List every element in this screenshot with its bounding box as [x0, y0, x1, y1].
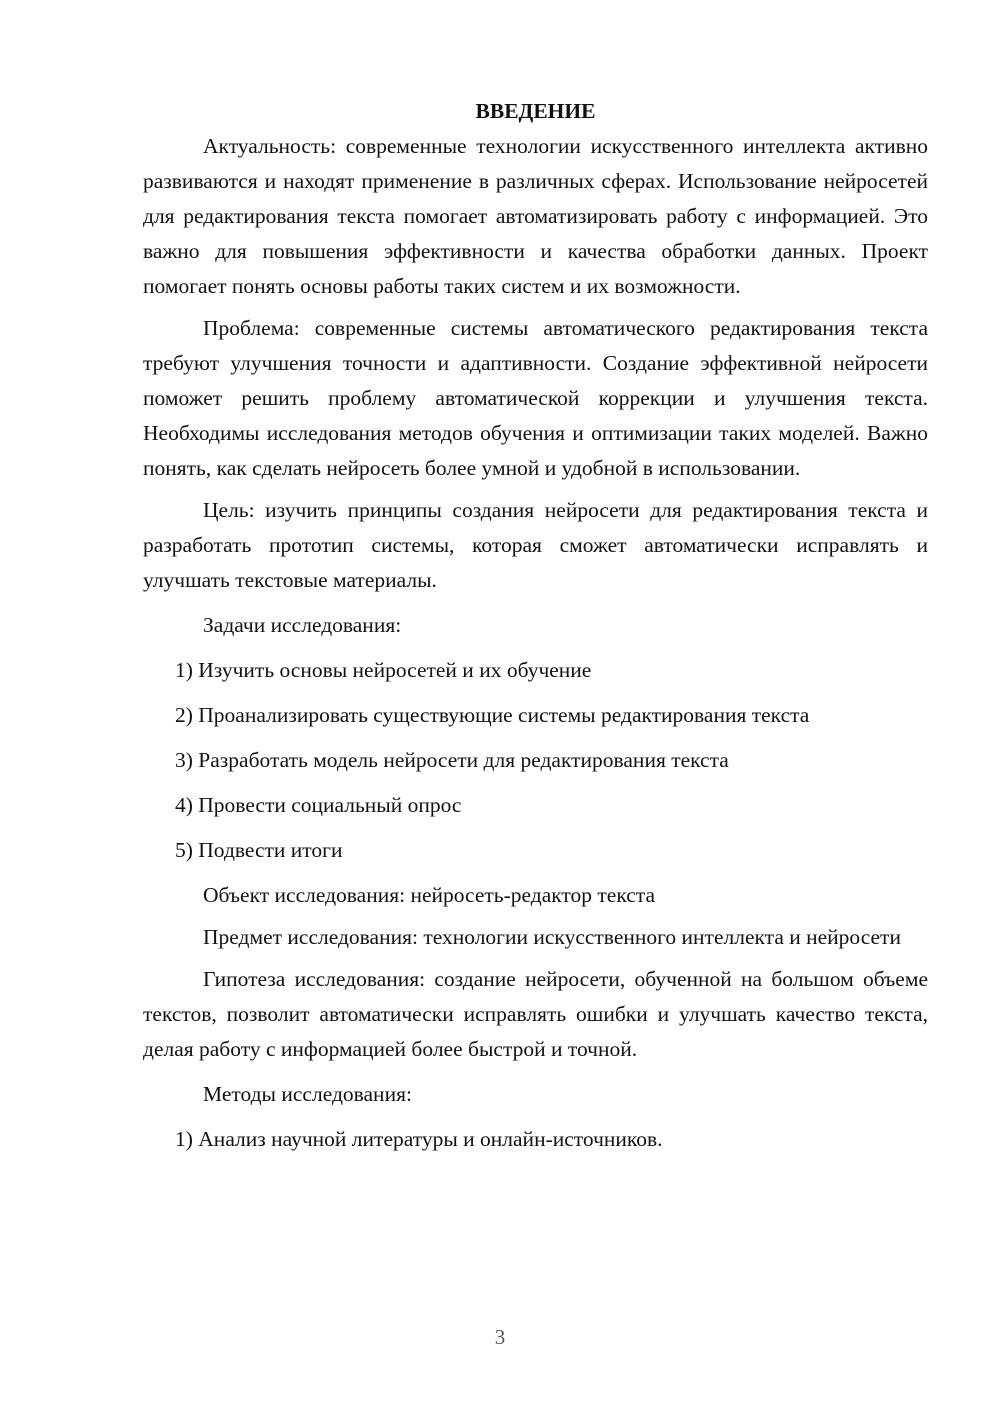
task-item: 5) Подвести итоги	[175, 838, 343, 862]
problem-paragraph: Проблема: современные системы автоматического редактирования текста требуют улучшения точности и адаптивности. Создание эффективной нейросети поможет решить проблему автоматической коррекции и улучшения текста. Необходимы исследования методов обучения и оптимизации таких моделей. Важно понять, как сделать нейросеть более умной и удобной в использовании.	[143, 316, 928, 480]
tasks-heading: Задачи исследования:	[203, 613, 402, 637]
task-item: 3) Разработать модель нейросети для редактирования текста	[175, 748, 729, 772]
hypothesis-paragraph: Гипотеза исследования: создание нейросети, обученной на большом объеме текстов, позволит автоматически исправлять ошибки и улучшать качество текста, делая работу с информацией более быстрой и точной.	[143, 967, 928, 1061]
task-item: 4) Провести социальный опрос	[175, 793, 462, 817]
methods-heading: Методы исследования:	[203, 1082, 412, 1106]
relevance-paragraph: Актуальность: современные технологии искусственного интеллекта активно развиваются и находят применение в различных сферах. Использование нейросетей для редактирования текста помогает автоматизировать работу с информацией. Это важно для повышения эффективности и качества обработки данных. Проект помогает понять основы работы таких систем и их возможности.	[143, 134, 928, 298]
subject-paragraph: Предмет исследования: технологии искусственного интеллекта и нейросети	[203, 925, 901, 949]
document-page	[143, 94, 928, 1157]
task-item: 1) Изучить основы нейросетей и их обучение	[175, 658, 592, 682]
method-item: 1) Анализ научной литературы и онлайн-источников.	[175, 1127, 663, 1151]
section-title: ВВЕДЕНИЕ	[475, 99, 596, 123]
task-item: 2) Проанализировать существующие системы редактирования текста	[175, 703, 810, 727]
object-paragraph: Объект исследования: нейросеть-редактор текста	[203, 883, 655, 907]
goal-paragraph: Цель: изучить принципы создания нейросети для редактирования текста и разработать прототип системы, которая сможет автоматически исправлять и улучшать текстовые материалы.	[143, 498, 928, 592]
page-number: 3	[494, 1325, 506, 1349]
